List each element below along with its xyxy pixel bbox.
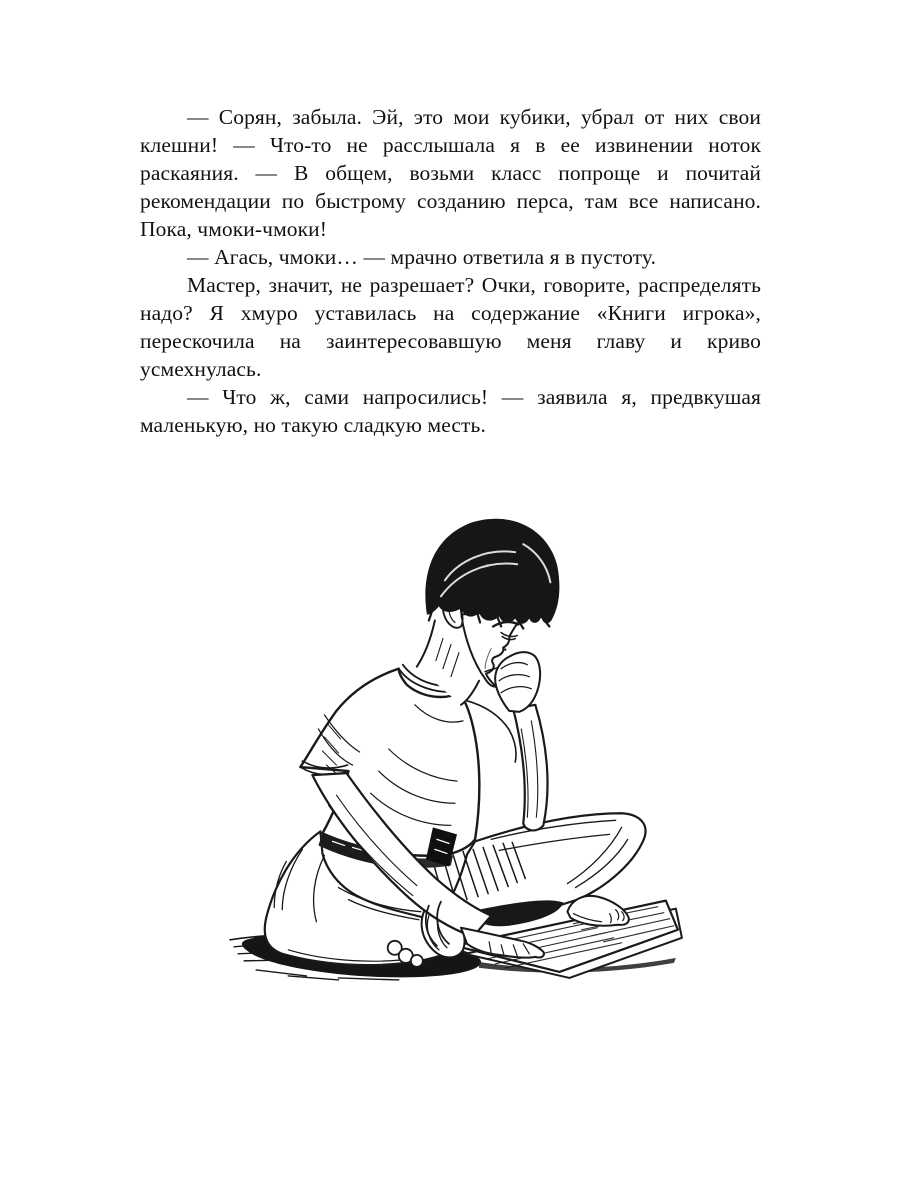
boy-reading-illustration	[228, 508, 690, 990]
paragraph-4: — Что ж, сами напросились! — заявила я, предвкушая маленькую, но такую сладкую месть.	[140, 385, 761, 437]
paragraph-2: — Агась, чмоки… — мрачно ответила я в пустоту.	[187, 245, 657, 269]
bare-foot	[567, 896, 628, 926]
torso-shirt	[300, 665, 516, 868]
nostril	[504, 648, 506, 650]
paragraph-1: — Сорян, забыла. Эй, это мои кубики, убрал от них свои клешни! — Что-то не расслышала я в ее извинении ноток раскаяния. — В общем, возьми класс попроще и почитай рекомендации по быстрому созданию перса, там все написано. Пока, чмоки-чмоки!	[140, 105, 761, 241]
right-arm	[495, 652, 547, 830]
paragraph-3: Мастер, значит, не разрешает? Очки, говорите, распределять надо? Я хмуро уставилась на содержание «Книги игрока», перескочила на заинтересовавшую меня главу и криво усмехнулась.	[140, 273, 761, 381]
body-text	[140, 103, 761, 439]
